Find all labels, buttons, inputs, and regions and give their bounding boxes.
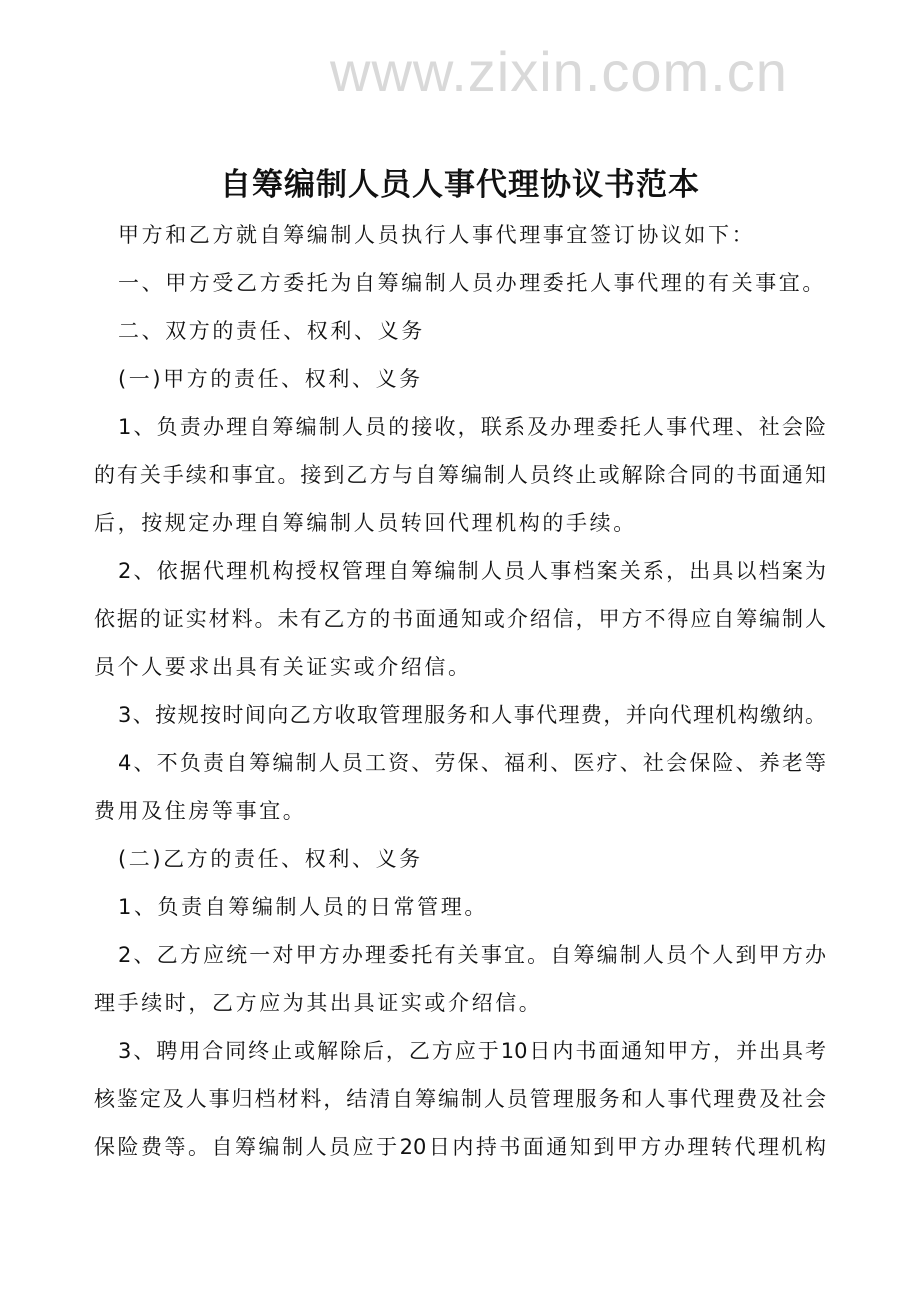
text-line: 1、负责办理自筹编制人员的接收，联系及办理委托人事代理、社会险 (118, 415, 826, 439)
document-body (94, 211, 826, 1171)
document-title: 自筹编制人员人事代理协议书范本 (220, 167, 700, 203)
text-line: 核鉴定及人事归档材料，结清自筹编制人员管理服务和人事代理费及社会 (94, 1087, 826, 1111)
text-line: 4、不负责自筹编制人员工资、劳保、福利、医疗、社会保险、养老等 (118, 751, 826, 775)
text-line: 的有关手续和事宜。接到乙方与自筹编制人员终止或解除合同的书面通知 (94, 463, 826, 487)
text-line: (一)甲方的责任、权利、义务 (118, 367, 423, 391)
text-line: 后，按规定办理自筹编制人员转回代理机构的手续。 (94, 511, 637, 535)
text-line: 1、负责自筹编制人员的日常管理。 (118, 895, 488, 919)
watermark: www.zixin.com.cn (330, 40, 788, 103)
text-line: 甲方和乙方就自筹编制人员执行人事代理事宜签订协议如下： (118, 223, 756, 247)
text-line: 2、依据代理机构授权管理自筹编制人员人事档案关系，出具以档案为 (118, 559, 826, 583)
text-line: 费用及住房等事宜。 (94, 799, 307, 823)
text-line: 一、甲方受乙方委托为自筹编制人员办理委托人事代理的有关事宜。 (118, 271, 826, 295)
text-line: 理手续时，乙方应为其出具证实或介绍信。 (94, 991, 543, 1015)
text-line: 3、按规按时间向乙方收取管理服务和人事代理费，并向代理机构缴纳。 (118, 703, 826, 727)
text-line: (二)乙方的责任、权利、义务 (118, 847, 423, 871)
text-line: 二、双方的责任、权利、义务 (118, 319, 425, 343)
text-line: 依据的证实材料。未有乙方的书面通知或介绍信，甲方不得应自筹编制人 (94, 607, 826, 631)
text-line: 保险费等。自筹编制人员应于20日内持书面通知到甲方办理转代理机构 (94, 1135, 826, 1159)
text-line: 员个人要求出具有关证实或介绍信。 (94, 655, 472, 679)
text-line: 3、聘用合同终止或解除后，乙方应于10日内书面通知甲方，并出具考 (118, 1039, 826, 1063)
text-line: 2、乙方应统一对甲方办理委托有关事宜。自筹编制人员个人到甲方办 (118, 943, 826, 967)
